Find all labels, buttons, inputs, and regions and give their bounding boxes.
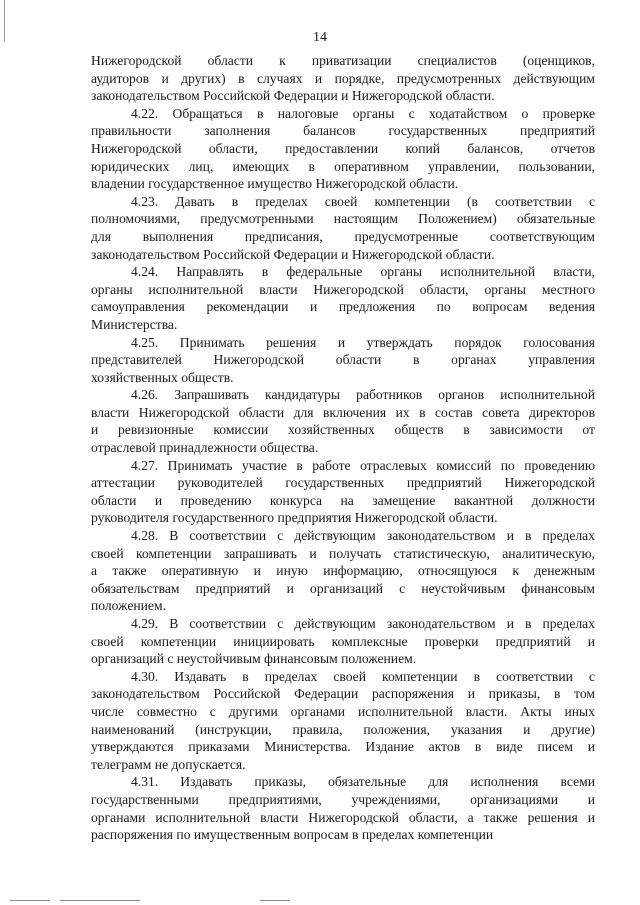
text-line: хозяйственных обществ. [91,369,234,385]
paragraph [91,527,595,615]
paragraph [91,386,595,456]
document-body [91,52,595,844]
text-line: Министерства. [91,316,178,332]
paragraph [91,105,595,193]
text-line: органами исполнительной власти Нижегородской области, а также решения и [91,809,595,825]
page-number: 14 [313,30,327,45]
text-line: а также оперативную и иную информацию, относящуюся к денежным [91,563,595,579]
text-line: области и проведению конкурса на замещение вакантной должности [91,492,595,508]
text-line: наименований (инструкции, правила, положения, указания и другие) [91,721,595,737]
text-line: власти Нижегородской области для включения их в состав совета директоров [91,404,595,420]
text-line: законодательством Российской Федерации и Нижегородской области. [91,88,495,104]
paragraph [91,615,595,668]
text-line: 4.22. Обращаться в налоговые органы с ходатайством о проверке [131,105,595,121]
text-line: юридических лиц, имеющих в оперативном управлении, пользовании, [91,158,595,174]
text-line: законодательством Российской Федерации распоряжения и приказы, в том [91,686,595,702]
text-line: 4.31. Издавать приказы, обязательные для исполнения всеми [131,774,595,790]
paragraph [91,193,595,263]
paragraph [91,52,595,105]
text-line: 4.28. В соответствии с действующим законодательством и в пределах [131,528,595,544]
text-line: своей компетенции запрашивать и получать статистическую, аналитическую, [91,545,595,561]
text-line: аудиторов и других) в случаях и порядке, предусмотренных действующим [91,70,595,86]
text-line: государственными предприятиями, учреждениями, организациями и [91,791,595,807]
text-line: своей компетенции инициировать комплексные проверки предприятий и [91,633,595,649]
text-line: телеграмм не допускается. [91,756,246,772]
text-line: 4.25. Принимать решения и утверждать порядок голосования [131,334,595,350]
text-line: правильности заполнения балансов государственных предприятий [91,123,595,139]
text-line: для выполнения предписания, предусмотренные соответствующим [91,228,595,244]
text-line: органы исполнительной власти Нижегородской области, органы местного [91,281,595,297]
text-line: 4.29. В соответствии с действующим законодательством и в пределах [131,616,595,631]
text-line: распоряжения по имущественным вопросам в пределах компетенции [91,827,494,843]
text-line: владении государственное имущество Нижегородской области. [91,176,459,192]
scan-bottom-mark [60,900,140,901]
paragraph [91,457,595,527]
text-line: обязательствам предприятий и организаций с неустойчивым финансовым [91,580,595,596]
text-line: утверждаются приказами Министерства. Издание актов в виде писем и [91,739,595,755]
text-line: организаций с неустойчивым финансовым положением. [91,651,417,667]
text-line: законодательством Российской Федерации и Нижегородской области. [91,246,495,262]
text-line: самоуправления рекомендации и предложения по вопросам ведения [91,299,595,315]
paragraph [91,668,595,774]
scan-bottom-mark [260,900,290,901]
text-line: 4.30. Издавать в пределах своей компетенции в соответствии с [131,668,595,684]
text-line: числе совместно с другими органами исполнительной власти. Акты иных [91,703,595,719]
text-line: представителей Нижегородской области в органах управления [91,352,595,368]
text-line: положением. [91,598,166,614]
text-line: отраслевой принадлежности общества. [91,440,319,456]
scan-bottom-mark [10,900,50,901]
text-line: руководителя государственного предприятия Нижегородской области. [91,510,498,526]
text-line: 4.23. Давать в пределах своей компетенции (в соответствии с [131,193,595,209]
paragraph [91,263,595,333]
text-line: 4.24. Направлять в федеральные органы исполнительной власти, [131,264,595,280]
text-line: полномочиями, предусмотренными настоящим Положением) обязательные [91,211,595,227]
text-line: аттестации руководителей государственных предприятий Нижегородской [91,475,595,491]
paragraph [91,773,595,843]
paragraph [91,334,595,387]
text-line: 4.27. Принимать участие в работе отраслевых комиссий по проведению [131,457,595,473]
text-line: Нижегородской области, предоставлении копий балансов, отчетов [91,140,595,156]
text-line: и ревизионные комиссии хозяйственных обществ в зависимости от [91,422,595,438]
text-line: 4.26. Запрашивать кандидатуры работников органов исполнительной [131,387,595,403]
text-line: Нижегородской области к приватизации специалистов (оценщиков, [91,53,595,68]
